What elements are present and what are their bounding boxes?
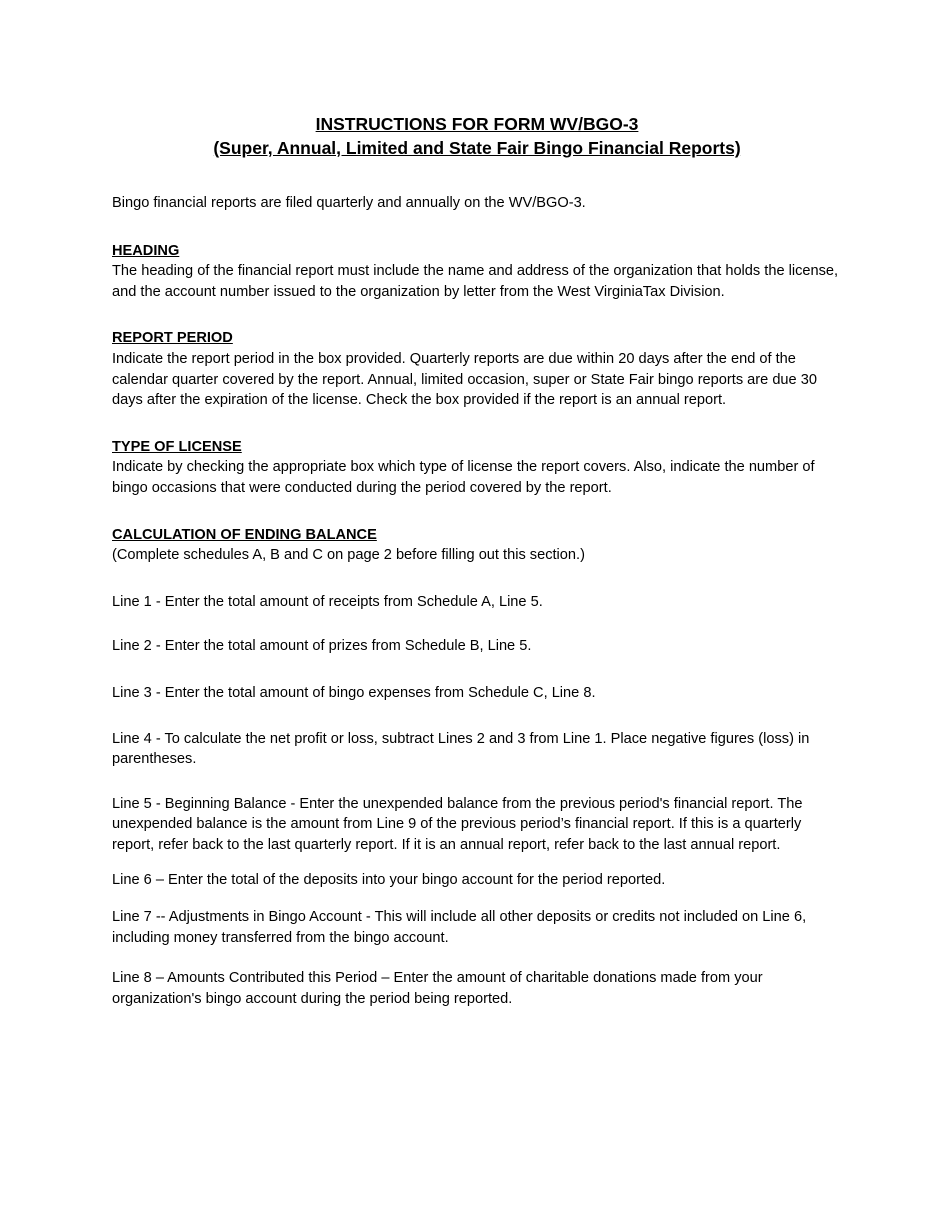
section-heading xyxy=(112,241,842,303)
section-heading-body: The heading of the financial report must include the name and address of the organization that holds the license, and the account number issued to the organization by letter from the West VirginiaTax Division. xyxy=(112,263,839,300)
intro-text: Bingo financial reports are filed quarterly and annually on the WV/BGO-3. xyxy=(112,195,586,211)
section-report-period xyxy=(112,328,842,410)
line-7-instruction: Line 7 -- Adjustments in Bingo Account - This will include all other deposits or credits not included on Line 6, including money transferred from the bingo account. xyxy=(112,909,807,946)
document-subtitle: (Super, Annual, Limited and State Fair Bingo Financial Reports) xyxy=(213,138,741,158)
section-report-period-label: REPORT PERIOD xyxy=(112,330,233,347)
line-1-instruction: Line 1 - Enter the total amount of receipts from Schedule A, Line 5. xyxy=(112,593,543,610)
section-calculation-label: CALCULATION OF ENDING BALANCE xyxy=(112,526,377,543)
section-report-period-body: Indicate the report period in the box provided. Quarterly reports are due within 20 days after the end of the calendar quarter covered by the report. Annual, limited occasion, super or State Fair bingo reports are due 30 days after the expiration of the license. Check the box provided if the report is an annual report. xyxy=(112,350,817,409)
line-8-instruction: Line 8 – Amounts Contributed this Period – Enter the amount of charitable donations made from your organization's bingo account during the period being reported. xyxy=(112,970,763,1007)
line-2-instruction: Line 2 - Enter the total amount of prizes from Schedule B, Line 5. xyxy=(112,638,532,655)
line-3-instruction: Line 3 - Enter the total amount of bingo expenses from Schedule C, Line 8. xyxy=(112,684,596,701)
section-heading-label: HEADING xyxy=(112,242,180,259)
section-type-of-license-label: TYPE OF LICENSE xyxy=(112,438,242,455)
line-5-instruction: Line 5 - Beginning Balance - Enter the unexpended balance from the previous period's financial report. The unexpended balance is the amount from Line 9 of the previous period’s financial report. If this is a quarterly report, refer back to the last quarterly report. If it is an annual report, refer back to the last annual report. xyxy=(112,795,803,853)
document-title: INSTRUCTIONS FOR FORM WV/BGO-3 xyxy=(315,114,639,134)
line-6-instruction: Line 6 – Enter the total of the deposits into your bingo account for the period reported. xyxy=(112,872,666,889)
section-calculation-body: (Complete schedules A, B and C on page 2 before filling out this section.) xyxy=(112,547,585,564)
section-type-of-license-body: Indicate by checking the appropriate box which type of license the report covers. Also, indicate the number of bingo occasions that were conducted during the period covered by the report. xyxy=(112,459,815,496)
document-page xyxy=(112,112,842,1009)
line-4-instruction: Line 4 - To calculate the net profit or loss, subtract Lines 2 and 3 from Line 1. Place negative figures (loss) in parentheses. xyxy=(112,730,810,768)
section-type-of-license xyxy=(112,437,842,499)
section-calculation xyxy=(112,525,842,566)
